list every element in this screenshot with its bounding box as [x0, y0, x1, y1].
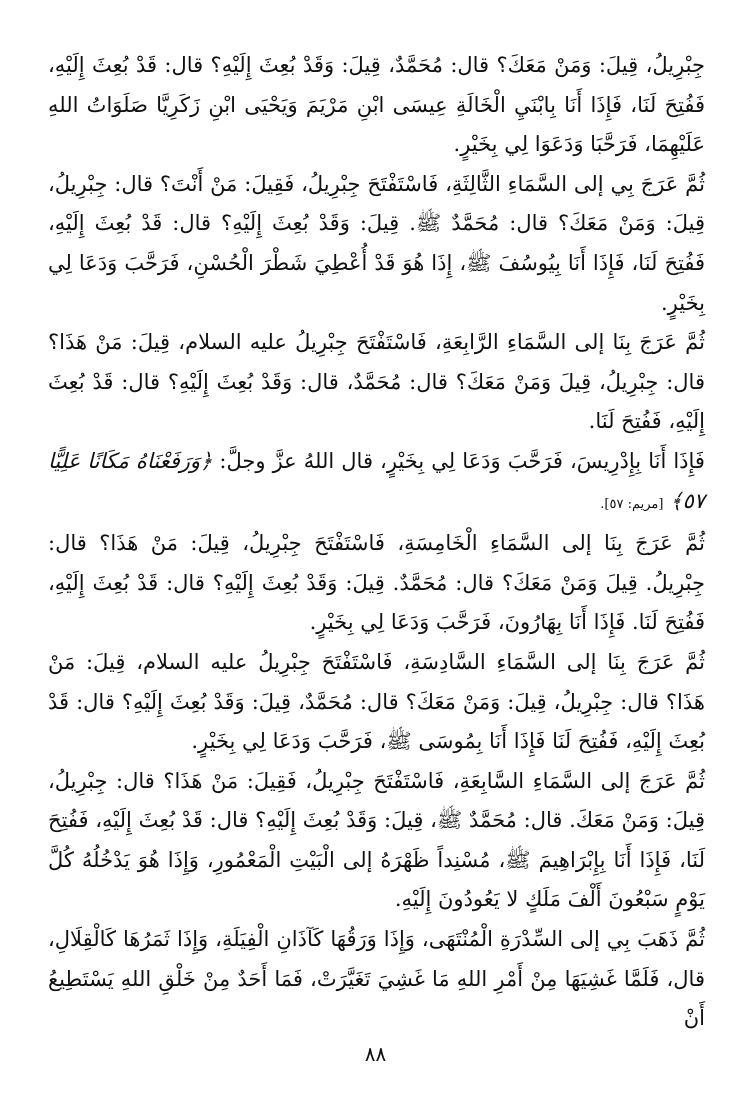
verse-reference: [مريم: ٥٧].	[600, 496, 664, 512]
paragraph-fifth-heaven: ثُمَّ عَرَجَ بِنَا إلى السَّمَاءِ الْخَامِسَةِ، فَاسْتَفْتَحَ جِبْرِيلُ، قِيلَ: مَنْ هَذَا؟ قال: جِبْرِيلُ. قِيلَ وَمَنْ مَعَكَ؟ قال: مُحَمَّدٌ. قِيلَ: وَقَدْ بُعِثَ إِلَيْهِ؟ قال: قَدْ بُعِثَ إِلَيْهِ، فَفُتِحَ لَنَا. فَإِذَا أَنَا بِهَارُونَ، فَرَحَّبَ وَدَعَا لِي بِخَيْرٍ.	[48, 531, 705, 635]
paragraph-fourth-heaven: ثُمَّ عَرَجَ بِنَا إلى السَّمَاءِ الرَّابِعَةِ، فَاسْتَفْتَحَ جِبْرِيلُ عليه السلام، قِيلَ: مَنْ هَذَا؟ قال: جِبْرِيلُ، قِيلَ وَمَنْ مَعَكَ؟ قال: مُحَمَّدٌ، قال: وَقَدْ بُعِثَ إِلَيْهِ؟ قال: قَدْ بُعِثَ إِلَيْهِ، فَفُتِحَ لَنَا.	[48, 330, 705, 434]
idris-text: فَإِذَا أَنَا بِإِدْرِيسَ، فَرَحَّبَ وَدَعَا لِي بِخَيْرٍ، قال اللهُ عزَّ وجلَّ:	[219, 448, 705, 473]
paragraph-second-heaven-end: جِبْرِيلُ، قِيلَ: وَمَنْ مَعَكَ؟ قال: مُحَمَّدٌ، قِيلَ: وَقَدْ بُعِثَ إِلَيْهِ؟ قال: قَدْ بُعِثَ إِلَيْهِ، فَفُتِحَ لَنَا، فَإِذَا أَنَا بِابْنَيِ الْخَالَةِ عِيسَى ابْنِ مَرْيَمَ وَيَحْيَى ابْنِ زَكَرِيَّا صَلَوَاتُ اللهِ عَلَيْهِمَا، فَرَحَّبَا وَدَعَوَا لِي بِخَيْرٍ.	[48, 53, 705, 157]
paragraph-third-heaven: ثُمَّ عَرَجَ بِي إلى السَّمَاءِ الثَّالِثَةِ، فَاسْتَفْتَحَ جِبْرِيلُ، فَقِيلَ: مَنْ أَنْتَ؟ قال: جِبْرِيلُ، قِيلَ: وَمَنْ مَعَكَ؟ قال: مُحَمَّدٌ ﷺ. قِيلَ: وَقَدْ بُعِثَ إِلَيْهِ؟ قال: قَدْ بُعِثَ إِلَيْهِ، فَفُتِحَ لَنَا، فَإِذَا أَنَا بِيُوسُفَ ﷺ، إِذَا هُوَ قَدْ أُعْطِيَ شَطْرَ الْحُسْنِ، فَرَحَّبَ وَدَعَا لِي بِخَيْرٍ.	[48, 171, 705, 315]
quran-verse: ﴿وَرَفَعْنَاهُ مَكَانًا عَلِيًّا ٥٧﴾	[48, 448, 705, 513]
page-text	[48, 46, 705, 1039]
page-number: ٨٨	[364, 1042, 387, 1066]
paragraph-idris	[48, 442, 705, 524]
paragraph-sidrat-al-muntaha: ثُمَّ ذَهَبَ بِي إلى السِّدْرَةِ الْمُنْتَهَى، وَإِذَا وَرَقُهَا كَآذَانِ الْفِيَلَةِ، وَإِذَا ثَمَرُهَا كَالْقِلَالِ، قال، فَلَمَّا غَشِيَهَا مِنْ أَمْرِ اللهِ مَا غَشِيَ تَغَيَّرَتْ، فَمَا أَحَدٌ مِنْ خَلْقِ اللهِ يَسْتَطِيعُ أَنْ	[48, 927, 705, 1031]
paragraph-seventh-heaven: ثُمَّ عَرَجَ إلى السَّمَاءِ السَّابِعَةِ، فَاسْتَفْتَحَ جِبْرِيلُ، فَقِيلَ: مَنْ هَذَا؟ قال: جِبْرِيلُ، قِيلَ: وَمَنْ مَعَكَ. قال: مُحَمَّدٌ ﷺ، قِيلَ: وَقَدْ بُعِثَ إِلَيْهِ؟ قال: قَدْ بُعِثَ إِلَيْهِ، فَفُتِحَ لَنَا، فَإِذَا أَنَا بِإِبْرَاهِيمَ ﷺ، مُسْنِداً ظَهْرَهُ إلى الْبَيْتِ الْمَعْمُورِ، وَإِذَا هُوَ يَدْخُلُهُ كُلَّ يَوْمٍ سَبْعُونَ أَلْفَ مَلَكٍ لا يَعُودُونَ إِلَيْهِ.	[48, 768, 705, 912]
paragraph-sixth-heaven: ثُمَّ عَرَجَ بِنَا إلى السَّمَاءِ السَّادِسَةِ، فَاسْتَفْتَحَ جِبْرِيلُ عليه السلام، قِيلَ: مَنْ هَذَا؟ قال: جِبْرِيلُ، قِيلَ: وَمَنْ مَعَكَ؟ قال: مُحَمَّدٌ، قِيلَ: وَقَدْ بُعِثَ إِلَيْهِ؟ قال: قَدْ بُعِثَ إِلَيْهِ، فَفُتِحَ لَنَا فَإِذَا أَنَا بِمُوسَى ﷺ، فَرَحَّبَ وَدَعَا لِي بِخَيْرٍ.	[48, 649, 705, 754]
